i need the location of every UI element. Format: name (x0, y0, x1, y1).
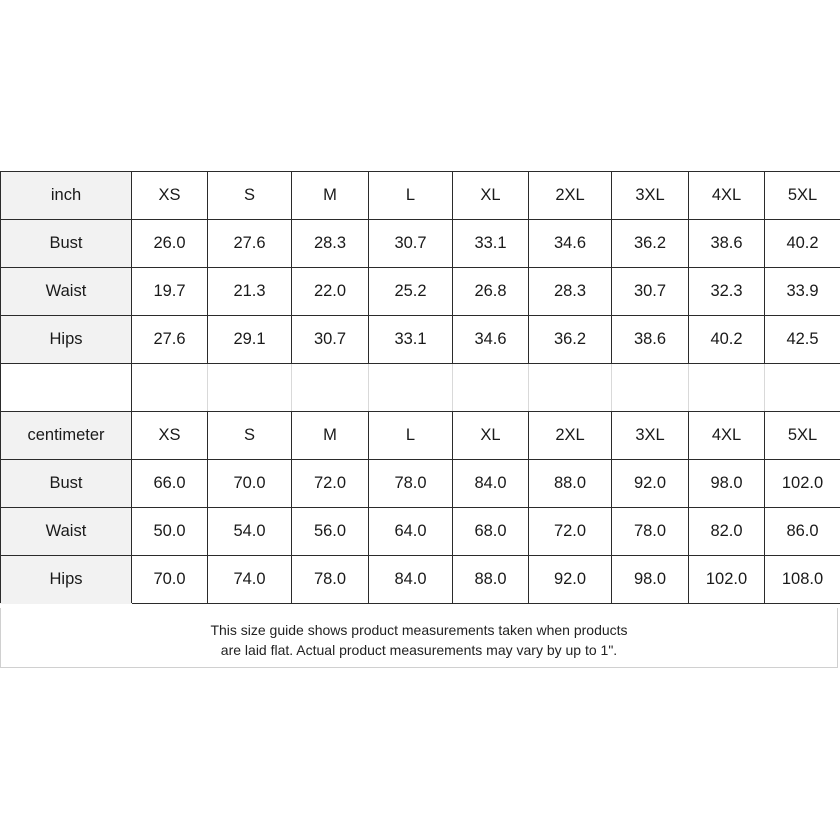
table-cell: 84.0 (453, 460, 529, 508)
table-cell: 30.7 (292, 316, 369, 364)
size-header: XL (453, 412, 529, 460)
table-cell: 70.0 (208, 460, 292, 508)
table-cell: 70.0 (132, 556, 208, 604)
unit-label-centimeter: centimeter (1, 412, 132, 460)
table-cell: 34.6 (453, 316, 529, 364)
table-cell: 88.0 (453, 556, 529, 604)
spacer-cell (1, 364, 132, 412)
size-header: XS (132, 172, 208, 220)
size-header: 4XL (689, 412, 765, 460)
table-row (1, 220, 840, 268)
centimeter-section (1, 412, 840, 604)
size-header: XS (132, 412, 208, 460)
table-cell: 92.0 (612, 460, 689, 508)
table-row (1, 508, 840, 556)
table-cell: 28.3 (529, 268, 612, 316)
size-header: 2XL (529, 172, 612, 220)
table-cell: 102.0 (765, 460, 840, 508)
table-cell: 78.0 (612, 508, 689, 556)
spacer-cell (292, 364, 369, 412)
table-cell: 26.8 (453, 268, 529, 316)
spacer-cell (369, 364, 453, 412)
row-label: Waist (1, 268, 132, 316)
size-header: M (292, 412, 369, 460)
inch-header-row (1, 172, 840, 220)
size-header: S (208, 172, 292, 220)
size-header: L (369, 172, 453, 220)
table-cell: 72.0 (529, 508, 612, 556)
table-cell: 78.0 (369, 460, 453, 508)
table-cell: 28.3 (292, 220, 369, 268)
table-cell: 98.0 (689, 460, 765, 508)
table-cell: 66.0 (132, 460, 208, 508)
row-label: Hips (1, 316, 132, 364)
table-cell: 19.7 (132, 268, 208, 316)
table-row (1, 556, 840, 604)
table-cell: 27.6 (208, 220, 292, 268)
table-cell: 42.5 (765, 316, 840, 364)
table-cell: 102.0 (689, 556, 765, 604)
spacer-cell (453, 364, 529, 412)
spacer-cell (689, 364, 765, 412)
table-cell: 54.0 (208, 508, 292, 556)
row-label: Waist (1, 508, 132, 556)
row-label: Bust (1, 220, 132, 268)
note-line-1: This size guide shows product measurements taken when products (210, 622, 628, 638)
table-row (1, 316, 840, 364)
table-cell: 33.1 (369, 316, 453, 364)
row-label: Bust (1, 460, 132, 508)
spacer-row (1, 364, 840, 412)
table-row (1, 268, 840, 316)
size-header: L (369, 412, 453, 460)
spacer-cell (612, 364, 689, 412)
spacer-cell (529, 364, 612, 412)
table-cell: 50.0 (132, 508, 208, 556)
table-cell: 30.7 (369, 220, 453, 268)
table-cell: 29.1 (208, 316, 292, 364)
size-header: 5XL (765, 412, 840, 460)
note-line-2: are laid flat. Actual product measurements may vary by up to 1". (220, 642, 618, 658)
table-cell: 40.2 (765, 220, 840, 268)
table-cell: 21.3 (208, 268, 292, 316)
table-cell: 40.2 (689, 316, 765, 364)
size-header: 4XL (689, 172, 765, 220)
spacer-cell (765, 364, 840, 412)
table-cell: 33.1 (453, 220, 529, 268)
table-cell: 84.0 (369, 556, 453, 604)
table-cell: 108.0 (765, 556, 840, 604)
table-cell: 22.0 (292, 268, 369, 316)
table-cell: 33.9 (765, 268, 840, 316)
table-cell: 27.6 (132, 316, 208, 364)
size-header: M (292, 172, 369, 220)
table-cell: 32.3 (689, 268, 765, 316)
size-header: 3XL (612, 412, 689, 460)
table-cell: 56.0 (292, 508, 369, 556)
size-header: 3XL (612, 172, 689, 220)
table-cell: 82.0 (689, 508, 765, 556)
table-cell: 38.6 (612, 316, 689, 364)
table-cell: 98.0 (612, 556, 689, 604)
table-cell: 30.7 (612, 268, 689, 316)
size-header: 2XL (529, 412, 612, 460)
table-cell: 26.0 (132, 220, 208, 268)
size-header: 5XL (765, 172, 840, 220)
table-cell: 68.0 (453, 508, 529, 556)
spacer-cell (208, 364, 292, 412)
unit-label-inch: inch (1, 172, 132, 220)
table-cell: 34.6 (529, 220, 612, 268)
table-row (1, 460, 840, 508)
table-cell: 86.0 (765, 508, 840, 556)
size-chart-table (0, 171, 840, 604)
table-cell: 92.0 (529, 556, 612, 604)
table-cell: 36.2 (529, 316, 612, 364)
table-cell: 78.0 (292, 556, 369, 604)
size-header: XL (453, 172, 529, 220)
size-header: S (208, 412, 292, 460)
table-cell: 36.2 (612, 220, 689, 268)
table-cell: 74.0 (208, 556, 292, 604)
table-cell: 25.2 (369, 268, 453, 316)
cm-header-row (1, 412, 840, 460)
table-cell: 72.0 (292, 460, 369, 508)
table-cell: 38.6 (689, 220, 765, 268)
spacer-cell (132, 364, 208, 412)
inch-section (1, 172, 840, 412)
table-cell: 88.0 (529, 460, 612, 508)
row-label: Hips (1, 556, 132, 604)
table-cell: 64.0 (369, 508, 453, 556)
measurement-note (0, 608, 838, 668)
